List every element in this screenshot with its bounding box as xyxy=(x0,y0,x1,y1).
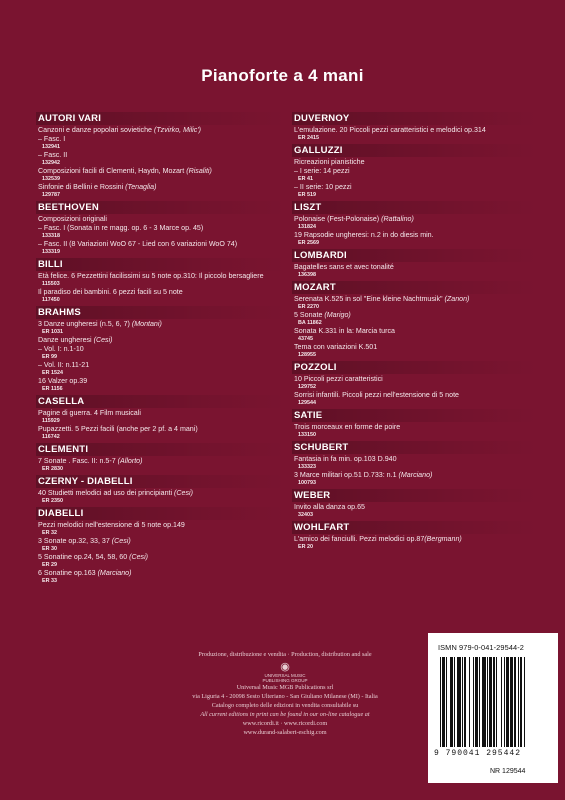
composer-heading: BEETHOVEN xyxy=(36,201,288,214)
work-text: Trois morceaux en forme de poire xyxy=(294,423,401,431)
composer-section xyxy=(38,112,288,199)
publisher-address: via Liguria 4 - 20098 Sesto Ulteriano - San Giuliano Milanese (MI) - Italia xyxy=(192,693,378,700)
catalog-column-right xyxy=(294,112,539,553)
catalog-code: 129752 xyxy=(298,384,316,390)
work-title xyxy=(38,361,288,370)
barcode-digits: 9 790041 295442 xyxy=(434,749,522,758)
composer-section xyxy=(294,361,539,407)
work-title xyxy=(294,423,539,432)
catalog-code: ER 2270 xyxy=(298,304,319,310)
barcode-bar xyxy=(524,657,525,747)
work-title xyxy=(38,126,288,135)
composer-section xyxy=(294,521,539,551)
composer-heading: BILLI xyxy=(36,258,288,271)
work-title xyxy=(294,503,539,512)
work-text: Sonata K.331 in la: Marcia turca xyxy=(294,327,395,335)
work-title xyxy=(38,240,288,249)
work-title xyxy=(294,295,539,304)
work-title xyxy=(38,215,288,224)
work-text: Fantasia in fa min. op.103 D.940 xyxy=(294,455,397,463)
work-title xyxy=(294,535,539,544)
composer-section xyxy=(38,507,288,585)
composer-heading: GALLUZZI xyxy=(292,144,539,157)
composer-heading: DIABELLI xyxy=(36,507,288,520)
work-title xyxy=(294,215,539,224)
work-title xyxy=(294,327,539,336)
work-title xyxy=(294,311,539,320)
work-title xyxy=(294,375,539,384)
work-text: – Vol. I: n.1-10 xyxy=(38,345,84,353)
arranger: (Bergmann) xyxy=(424,535,462,543)
catalog-code: ER 30 xyxy=(42,546,57,552)
work-text: – II serie: 10 pezzi xyxy=(294,183,352,191)
work-text: Pezzi melodici nell'estensione di 5 note op.149 xyxy=(38,521,185,529)
composer-heading: CZERNY - DIABELLI xyxy=(36,475,288,488)
composer-section xyxy=(294,489,539,519)
composer-heading: MOZART xyxy=(292,281,539,294)
work-text: 3 Danze ungheresi (n.5, 6, 7) xyxy=(38,320,132,328)
work-text: 40 Studietti melodici ad uso dei principianti xyxy=(38,489,175,497)
work-text: – Fasc. II (8 Variazioni WoO 67 - Lied con 6 variazioni WoO 74) xyxy=(38,240,238,248)
work-text: 3 Marce militari op.51 D.733: n.1 xyxy=(294,471,399,479)
work-text: 19 Rapsodie ungheresi: n.2 in do diesis min. xyxy=(294,231,434,239)
distribution-line: Produzione, distribuzione e vendita · Production, distribution and sale xyxy=(198,651,372,658)
work-title xyxy=(38,183,288,192)
arranger: (Cesi) xyxy=(111,537,131,545)
catalog-code: 129787 xyxy=(42,192,60,198)
catalog-code: 117450 xyxy=(42,297,60,303)
catalog-code: 115503 xyxy=(42,281,60,287)
catalog-code: ER 1156 xyxy=(42,386,63,392)
catalog-code: 133323 xyxy=(298,464,316,470)
work-title xyxy=(38,336,288,345)
work-text: Composizioni facili di Clementi, Haydn, Mozart xyxy=(38,167,187,175)
work-title xyxy=(38,135,288,144)
work-text: Tema con variazioni K.501 xyxy=(294,343,378,351)
arranger: (Montani) xyxy=(131,320,162,328)
arranger: (Tzvirko, Milic') xyxy=(153,126,202,134)
work-title xyxy=(38,377,288,386)
composer-heading: BRAHMS xyxy=(36,306,288,319)
work-title xyxy=(38,224,288,233)
work-title xyxy=(38,553,288,562)
work-text: Sinfonie di Bellini e Rossini xyxy=(38,183,126,191)
work-title xyxy=(38,537,288,546)
work-title xyxy=(294,455,539,464)
catalog-code: 129544 xyxy=(298,400,316,406)
publisher-name: Universal Music MGB Publications srl xyxy=(236,684,334,691)
work-title xyxy=(38,489,288,498)
catalog-code: ER 99 xyxy=(42,354,57,360)
arranger: (Zanon) xyxy=(444,295,470,303)
catalog-code: 116742 xyxy=(42,434,60,440)
composer-heading: LOMBARDI xyxy=(292,249,539,262)
composer-heading: LISZT xyxy=(292,201,539,214)
catalog-code: 132942 xyxy=(42,160,60,166)
catalog-code: 132539 xyxy=(42,176,60,182)
work-text: – Fasc. I (Sonata in re magg. op. 6 - 3 Marce op. 45) xyxy=(38,224,204,232)
catalog-note-en: All current editions in print can be found in our on-line catalogue at xyxy=(200,711,370,718)
work-text: Serenata K.525 in sol "Eine kleine Nachtmusik" xyxy=(294,295,445,303)
work-title xyxy=(38,425,288,434)
composer-section xyxy=(38,258,288,304)
work-text: – Fasc. II xyxy=(38,151,68,159)
composer-section xyxy=(38,306,288,393)
work-text: – Vol. II: n.11-21 xyxy=(38,361,90,369)
work-title xyxy=(38,320,288,329)
arranger: (Risaliti) xyxy=(186,167,212,175)
work-text: Composizioni originali xyxy=(38,215,107,223)
work-title xyxy=(294,471,539,480)
arranger: (Cesi) xyxy=(174,489,193,497)
work-text: L'emulazione. 20 Piccoli pezzi caratteristici e melodici op.314 xyxy=(294,126,486,134)
publisher-footer xyxy=(140,650,430,737)
work-title xyxy=(38,457,288,466)
work-title xyxy=(38,569,288,578)
work-text: 5 Sonatine op.24, 54, 58, 60 xyxy=(38,553,130,561)
work-text: – Fasc. I xyxy=(38,135,66,143)
composer-section xyxy=(294,409,539,439)
composer-section xyxy=(38,475,288,505)
work-title xyxy=(294,263,539,272)
composer-section xyxy=(294,249,539,279)
composer-heading: SATIE xyxy=(292,409,539,422)
composer-heading: POZZOLI xyxy=(292,361,539,374)
arranger: (Marigo) xyxy=(324,311,351,319)
logo-line-1: UNIVERSAL MUSIC xyxy=(264,673,306,678)
work-text: Pupazzetti. 5 Pezzi facili (anche per 2 pf. a 4 mani) xyxy=(38,425,198,433)
arranger: (Cesi) xyxy=(129,553,149,561)
arranger: (Allorto) xyxy=(117,457,143,465)
catalog-code: ER 1031 xyxy=(42,329,63,335)
composer-section xyxy=(294,281,539,359)
arranger: (Marciano) xyxy=(97,569,132,577)
barcode-panel xyxy=(428,633,558,783)
work-text: – I serie: 14 pezzi xyxy=(294,167,350,175)
catalog-code: 133150 xyxy=(298,432,316,438)
work-text: 5 Sonate xyxy=(294,311,325,319)
catalog-code: 133319 xyxy=(42,249,60,255)
catalog-code: BA 11862 xyxy=(298,320,322,326)
catalog-code: ER 41 xyxy=(298,176,313,182)
catalog-number: NR 129544 xyxy=(490,768,526,775)
work-text: 6 Sonatine op.163 xyxy=(38,569,98,577)
catalog-note-it: Catalogo completo delle edizioni in vendita consultabile su xyxy=(211,702,359,709)
work-title xyxy=(38,151,288,160)
composer-heading: CASELLA xyxy=(36,395,288,408)
catalog-code: ER 1524 xyxy=(42,370,63,376)
arranger: (Cesi) xyxy=(93,336,113,344)
composer-heading: WEBER xyxy=(292,489,539,502)
website-link-durand[interactable]: www.durand-salabert-eschig.com xyxy=(243,729,327,736)
composer-heading: DUVERNOY xyxy=(292,112,539,125)
work-title xyxy=(294,343,539,352)
composer-section xyxy=(38,443,288,473)
catalog-code: ER 33 xyxy=(42,578,57,584)
work-title xyxy=(38,288,288,297)
ismn-number: ISMN 979-0-041-29544-2 xyxy=(438,643,525,652)
work-text: L'amico dei fanciulli. Pezzi melodici op.87 xyxy=(294,535,425,543)
work-text: Età felice. 6 Pezzettini facilissimi su 5 note op.310: Il piccolo bersagliere xyxy=(38,272,264,280)
work-title xyxy=(294,183,539,192)
work-text: 10 Piccoli pezzi caratteristici xyxy=(294,375,383,383)
catalog-code: 43745 xyxy=(298,336,313,342)
catalog-code: ER 2415 xyxy=(298,135,319,141)
website-link-ricordi[interactable]: www.ricordi.it · www.ricordi.com xyxy=(242,720,328,727)
catalog-code: 128955 xyxy=(298,352,316,358)
composer-section xyxy=(38,201,288,256)
work-title xyxy=(38,409,288,418)
work-title xyxy=(294,158,539,167)
composer-heading: WOHLFART xyxy=(292,521,539,534)
catalog-code: 100793 xyxy=(298,480,316,486)
catalog-column-left xyxy=(38,112,288,587)
catalog-code: ER 2350 xyxy=(42,498,63,504)
work-text: Invito alla danza op.65 xyxy=(294,503,365,511)
work-title xyxy=(294,231,539,240)
work-title xyxy=(294,126,539,135)
catalog-code: ER 519 xyxy=(298,192,316,198)
catalog-code: 132941 xyxy=(42,144,60,150)
work-title xyxy=(38,345,288,354)
catalog-code: ER 2569 xyxy=(298,240,319,246)
logo-line-2: PUBLISHING GROUP xyxy=(262,678,308,683)
work-text: Sorrisi infantili. Piccoli pezzi nell'estensione di 5 note xyxy=(294,391,459,399)
work-text: Bagatelles sans et avec tonalité xyxy=(294,263,394,271)
composer-section xyxy=(294,201,539,247)
work-text: Pagine di guerra. 4 Film musicali xyxy=(38,409,141,417)
universal-logo-icon: ◉ xyxy=(280,661,290,673)
work-text: Ricreazioni pianistiche xyxy=(294,158,365,166)
work-text: Il paradiso dei bambini. 6 pezzi facili su 5 note xyxy=(38,288,183,296)
work-text: 3 Sonate op.32, 33, 37 xyxy=(38,537,112,545)
composer-heading: SCHUBERT xyxy=(292,441,539,454)
catalog-code: 115929 xyxy=(42,418,60,424)
work-text: Danze ungheresi xyxy=(38,336,94,344)
catalog-code: 133318 xyxy=(42,233,60,239)
work-title xyxy=(294,167,539,176)
work-text: Canzoni e danze popolari sovietiche xyxy=(38,126,154,134)
catalog-code: ER 29 xyxy=(42,562,57,568)
catalog-code: ER 20 xyxy=(298,544,313,550)
composer-heading: AUTORI VARI xyxy=(36,112,288,125)
catalog-code: 136398 xyxy=(298,272,316,278)
composer-heading: CLEMENTI xyxy=(36,443,288,456)
catalog-code: 32403 xyxy=(298,512,313,518)
composer-section xyxy=(294,144,539,199)
page-title: Pianoforte a 4 mani xyxy=(201,66,364,85)
universal-logo xyxy=(255,661,315,683)
catalog-code: ER 2830 xyxy=(42,466,63,472)
work-title xyxy=(38,272,288,281)
work-title xyxy=(294,391,539,400)
arranger: (Rattalino) xyxy=(381,215,414,223)
catalog-code: ER 32 xyxy=(42,530,57,536)
work-text: 16 Valzer op.39 xyxy=(38,377,88,385)
arranger: (Marciano) xyxy=(398,471,433,479)
catalog-code: 131824 xyxy=(298,224,316,230)
work-title xyxy=(38,521,288,530)
composer-section xyxy=(294,112,539,142)
work-text: 7 Sonate . Fasc. II: n.5-7 xyxy=(38,457,118,465)
composer-section xyxy=(38,395,288,441)
barcode-image xyxy=(440,657,552,747)
work-text: Polonaise (Fest-Polonaise) xyxy=(294,215,382,223)
work-title xyxy=(38,167,288,176)
composer-section xyxy=(294,441,539,487)
arranger: (Tenaglia) xyxy=(125,183,157,191)
